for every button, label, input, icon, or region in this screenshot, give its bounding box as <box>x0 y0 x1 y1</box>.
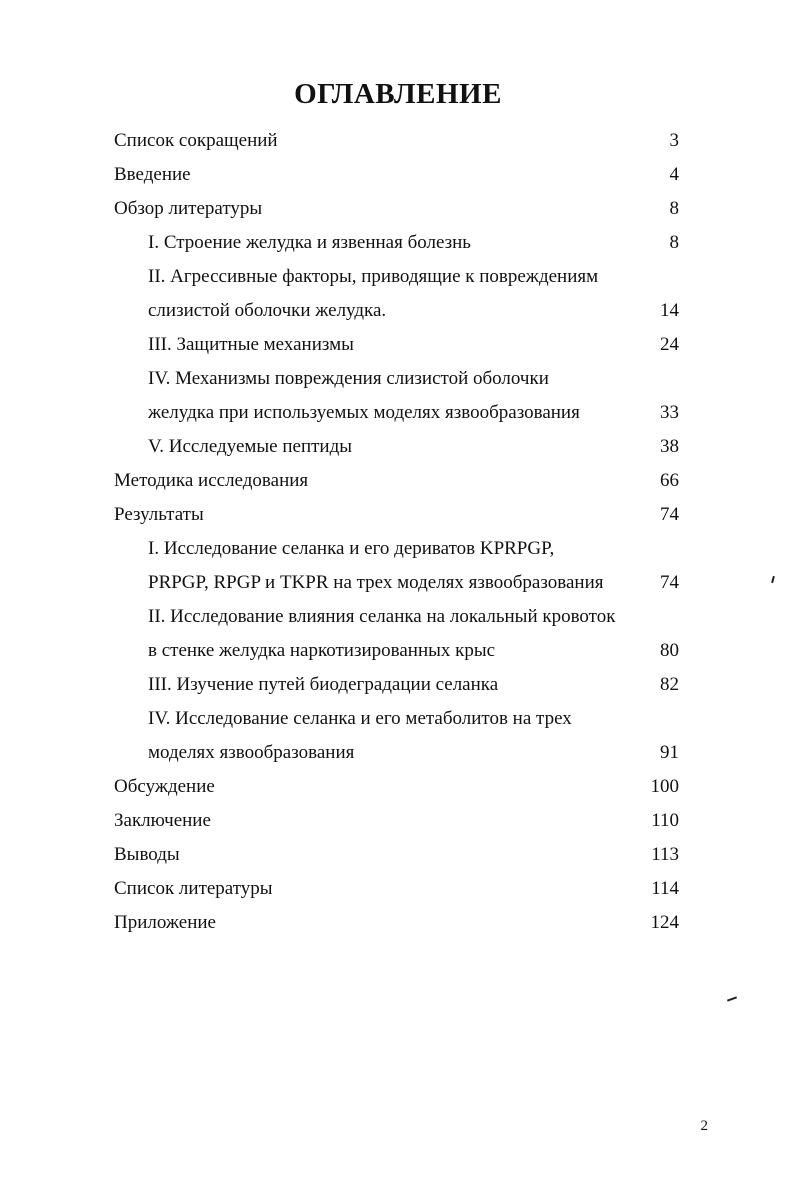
page-title: ОГЛАВЛЕНИЕ <box>294 78 502 110</box>
toc-entry-damage-mechanisms[interactable] <box>0 362 796 396</box>
toc-label: Список литературы <box>114 878 273 899</box>
toc-label: Выводы <box>114 844 180 865</box>
toc-label: PRPGP, RPGP и TKPR на трех моделях язвообразования <box>148 572 604 593</box>
toc-entry-blood-flow[interactable] <box>0 600 796 634</box>
toc-label: в стенке желудка наркотизированных крыс <box>148 640 496 661</box>
toc-page: 24 <box>660 334 679 355</box>
toc-entry-discussion[interactable] <box>0 770 796 804</box>
toc-label: желудка при используемых моделях язвообразования <box>148 402 580 423</box>
toc-entry-blood-flow-cont[interactable] <box>0 634 796 668</box>
toc-entry-metabolites[interactable] <box>0 702 796 736</box>
toc-entry-conclusion[interactable] <box>0 804 796 838</box>
toc-entry-aggressive-factors-cont[interactable] <box>0 294 796 328</box>
toc-label: IV. Механизмы повреждения слизистой оболочки <box>148 368 549 389</box>
toc-entry-selank-derivatives-cont[interactable] <box>0 566 796 600</box>
toc-page: 124 <box>650 912 679 933</box>
toc-page: 66 <box>660 470 679 491</box>
toc-page: 80 <box>660 640 679 661</box>
toc-entry-literature-review[interactable] <box>0 192 796 226</box>
page-number: 2 <box>700 1118 708 1134</box>
toc-label: Методика исследования <box>114 470 309 491</box>
toc-label: III. Изучение путей биодеградации селанка <box>148 674 499 695</box>
toc-label: II. Агрессивные факторы, приводящие к повреждениям <box>148 266 599 287</box>
toc-entry-methods[interactable] <box>0 464 796 498</box>
toc-page: 91 <box>660 742 679 763</box>
toc-label: Список сокращений <box>114 130 278 151</box>
toc-label: II. Исследование влияния селанка на локальный кровоток <box>148 606 616 627</box>
toc-page: 74 <box>660 504 679 525</box>
toc-page: 8 <box>669 232 679 253</box>
toc-entry-appendix[interactable] <box>0 906 796 940</box>
toc-entry-abbreviations[interactable] <box>0 124 796 158</box>
toc-page: 114 <box>651 878 679 899</box>
toc-label: моделях язвообразования <box>148 742 355 763</box>
toc-entry-metabolites-cont[interactable] <box>0 736 796 770</box>
toc-entry-findings[interactable] <box>0 838 796 872</box>
toc-page: 100 <box>650 776 679 797</box>
toc-label: III. Защитные механизмы <box>148 334 354 355</box>
toc-page: 113 <box>651 844 679 865</box>
toc-label: слизистой оболочки желудка. <box>148 300 387 321</box>
toc-entry-peptides[interactable] <box>0 430 796 464</box>
toc-label: Обзор литературы <box>114 198 263 219</box>
scan-mark <box>727 996 737 1001</box>
toc-entry-introduction[interactable] <box>0 158 796 192</box>
toc-label: V. Исследуемые пептиды <box>148 436 353 457</box>
toc-entry-biodegradation[interactable] <box>0 668 796 702</box>
toc-page: 4 <box>669 164 679 185</box>
toc-page: 38 <box>660 436 679 457</box>
toc-entry-selank-derivatives[interactable] <box>0 532 796 566</box>
toc-page: 33 <box>660 402 679 423</box>
toc-label: Приложение <box>114 912 216 933</box>
toc-page: 3 <box>669 130 679 151</box>
toc-page: 82 <box>660 674 679 695</box>
toc-label: IV. Исследование селанка и его метаболитов на трех <box>148 708 572 729</box>
toc-page: 110 <box>651 810 679 831</box>
toc-entry-aggressive-factors[interactable] <box>0 260 796 294</box>
toc-page: 74 <box>660 572 679 593</box>
toc-label: Результаты <box>114 504 204 525</box>
toc-label: Введение <box>114 164 191 185</box>
toc-page: 8 <box>669 198 679 219</box>
toc-label: Заключение <box>114 810 211 831</box>
toc-page: 14 <box>660 300 679 321</box>
toc-label: I. Строение желудка и язвенная болезнь <box>148 232 471 253</box>
toc-entry-damage-mechanisms-cont[interactable] <box>0 396 796 430</box>
toc-entry-stomach-structure[interactable] <box>0 226 796 260</box>
toc-entry-references[interactable] <box>0 872 796 906</box>
toc-label: Обсуждение <box>114 776 215 797</box>
toc-entry-results[interactable] <box>0 498 796 532</box>
toc-label: I. Исследование селанка и его дериватов KPRPGP, <box>148 538 555 559</box>
toc-entry-protective-mechanisms[interactable] <box>0 328 796 362</box>
